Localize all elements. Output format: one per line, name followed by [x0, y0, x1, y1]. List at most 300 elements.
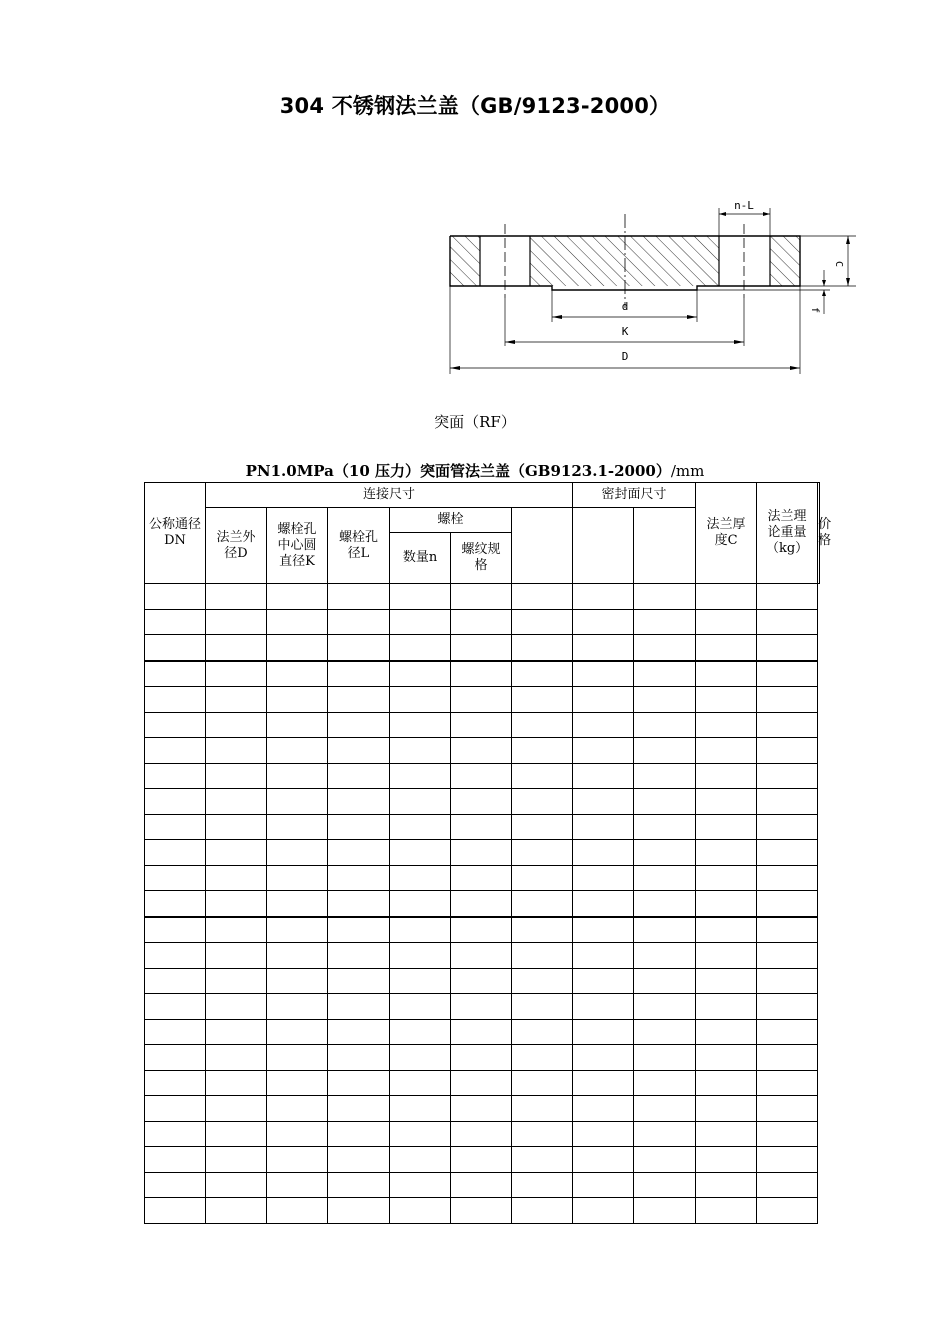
table-cell [634, 865, 696, 891]
table-cell [267, 1096, 328, 1122]
table-cell [328, 789, 390, 815]
table-cell [328, 1121, 390, 1147]
table-cell [757, 712, 818, 738]
table-cell [328, 968, 390, 994]
table-cell [757, 1045, 818, 1071]
table-cell [390, 840, 451, 866]
table-cell [634, 1096, 696, 1122]
table-cell [757, 1121, 818, 1147]
table-cell [206, 1045, 267, 1071]
table-cell [696, 1045, 757, 1071]
table-row [145, 1045, 820, 1071]
table-cell [206, 687, 267, 713]
header-flange-thickness: 法兰厚度C [696, 483, 757, 584]
table-cell [696, 865, 757, 891]
table-cell [573, 1096, 634, 1122]
table-cell [696, 763, 757, 789]
table-cell [696, 1096, 757, 1122]
table-cell [145, 687, 206, 713]
table-cell [512, 1045, 573, 1071]
table-row [145, 763, 820, 789]
table-cell [328, 1172, 390, 1198]
table-cell [512, 635, 573, 661]
table-cell [512, 865, 573, 891]
table-cell [573, 917, 634, 943]
table-cell [757, 1019, 818, 1045]
table-cell [390, 609, 451, 635]
table-cell [451, 891, 512, 917]
table-cell [206, 943, 267, 969]
table-cell [328, 814, 390, 840]
table-cell [206, 789, 267, 815]
table-cell [696, 840, 757, 866]
header-nominal-diameter: 公称通径DN [145, 483, 206, 584]
table-cell [696, 1121, 757, 1147]
table-cell [757, 687, 818, 713]
table-cell [328, 943, 390, 969]
table-cell [328, 712, 390, 738]
table-cell [634, 1019, 696, 1045]
table-row [145, 840, 820, 866]
table-cell [390, 789, 451, 815]
table-cell [634, 840, 696, 866]
table-cell [145, 661, 206, 687]
table-cell [757, 968, 818, 994]
table-cell [267, 1172, 328, 1198]
table-unit: /mm [670, 462, 705, 480]
table-cell [512, 1096, 573, 1122]
table-cell [512, 917, 573, 943]
sealing-face-sub-2 [573, 508, 634, 584]
table-cell [206, 1172, 267, 1198]
table-cell [328, 1096, 390, 1122]
table-cell [634, 1070, 696, 1096]
table-cell [451, 943, 512, 969]
table-cell [390, 1198, 451, 1224]
header-bolt-circle-diameter: 螺栓孔中心圆直径K [267, 508, 328, 584]
table-cell [757, 814, 818, 840]
table-cell [328, 687, 390, 713]
table-cell [696, 712, 757, 738]
table-cell [573, 661, 634, 687]
table-cell [573, 1198, 634, 1224]
table-cell [696, 891, 757, 917]
table-cell [634, 917, 696, 943]
table-row [145, 635, 820, 661]
table-cell [206, 584, 267, 610]
table-cell [512, 1121, 573, 1147]
table-cell [573, 687, 634, 713]
table-cell [328, 865, 390, 891]
table-cell [267, 635, 328, 661]
table-cell [267, 609, 328, 635]
table-cell [451, 1198, 512, 1224]
table-cell [145, 1147, 206, 1173]
table-cell [328, 1019, 390, 1045]
table-cell [634, 763, 696, 789]
table-cell [512, 968, 573, 994]
table-cell [757, 635, 818, 661]
table-cell [390, 1019, 451, 1045]
table-cell [696, 814, 757, 840]
table-cell [145, 1019, 206, 1045]
table-cell [328, 661, 390, 687]
table-cell [145, 763, 206, 789]
table-cell [634, 609, 696, 635]
table-cell [634, 891, 696, 917]
table-cell [390, 1070, 451, 1096]
table-cell [757, 609, 818, 635]
table-cell [390, 635, 451, 661]
table-cell [451, 712, 512, 738]
table-cell [328, 584, 390, 610]
table-cell [757, 840, 818, 866]
table-cell [145, 789, 206, 815]
table-cell [390, 968, 451, 994]
table-cell [451, 814, 512, 840]
table-cell [145, 712, 206, 738]
table-cell [267, 994, 328, 1020]
table-cell [757, 1147, 818, 1173]
table-cell [267, 712, 328, 738]
table-cell [145, 738, 206, 764]
table-cell [696, 609, 757, 635]
table-row [145, 1121, 820, 1147]
table-cell [328, 891, 390, 917]
table-cell [451, 865, 512, 891]
table-cell [634, 814, 696, 840]
table-cell [267, 891, 328, 917]
table-row [145, 584, 820, 610]
table-cell [573, 609, 634, 635]
table-cell [267, 1045, 328, 1071]
table-cell [390, 943, 451, 969]
table-cell [145, 814, 206, 840]
table-cell [390, 1121, 451, 1147]
table-cell [696, 1019, 757, 1045]
outer-diameter-label: D [621, 350, 629, 363]
table-cell [206, 1121, 267, 1147]
table-cell [206, 891, 267, 917]
table-cell [451, 1019, 512, 1045]
bolt-circle-label: K [621, 325, 629, 338]
table-cell [634, 1045, 696, 1071]
table-cell [634, 635, 696, 661]
table-cell [512, 661, 573, 687]
header-thread-spec: 螺纹规格 [451, 533, 512, 584]
table-cell [145, 840, 206, 866]
table-cell [573, 840, 634, 866]
table-cell [390, 865, 451, 891]
table-cell [206, 1198, 267, 1224]
table-cell [573, 1070, 634, 1096]
table-cell [634, 687, 696, 713]
table-cell [206, 738, 267, 764]
table-cell [451, 968, 512, 994]
table-cell [451, 1172, 512, 1198]
table-cell [573, 1121, 634, 1147]
table-cell [451, 840, 512, 866]
table-cell [390, 712, 451, 738]
table-cell [206, 712, 267, 738]
table-cell [757, 943, 818, 969]
table-cell [451, 1096, 512, 1122]
table-cell [512, 789, 573, 815]
table-cell [634, 584, 696, 610]
table-cell [573, 814, 634, 840]
table-cell [451, 584, 512, 610]
table-cell [451, 635, 512, 661]
table-cell [206, 1019, 267, 1045]
table-cell [267, 1070, 328, 1096]
table-cell [206, 1070, 267, 1096]
table-cell [512, 763, 573, 789]
table-cell [451, 738, 512, 764]
table-cell [451, 763, 512, 789]
table-row [145, 738, 820, 764]
table-cell [206, 1096, 267, 1122]
table-row [145, 1198, 820, 1224]
table-cell [145, 609, 206, 635]
table-cell [512, 712, 573, 738]
table-cell [328, 917, 390, 943]
table-cell [390, 1172, 451, 1198]
table-cell [267, 968, 328, 994]
table-cell [267, 687, 328, 713]
table-cell [573, 1045, 634, 1071]
table-cell [328, 635, 390, 661]
table-cell [512, 1019, 573, 1045]
table-cell [206, 661, 267, 687]
table-cell [390, 917, 451, 943]
header-bolt-count: 数量n [390, 533, 451, 584]
table-cell [206, 840, 267, 866]
table-cell [145, 968, 206, 994]
table-cell [512, 891, 573, 917]
table-cell [634, 661, 696, 687]
table-cell [267, 1198, 328, 1224]
table-cell [696, 1070, 757, 1096]
table-cell [390, 1096, 451, 1122]
table-cell [573, 943, 634, 969]
table-row [145, 994, 820, 1020]
table-cell [328, 609, 390, 635]
table-cell [634, 968, 696, 994]
table-cell [451, 661, 512, 687]
table-cell [573, 789, 634, 815]
table-row [145, 1019, 820, 1045]
table-cell [206, 917, 267, 943]
header-price: 价格 [818, 483, 820, 584]
table-cell [390, 763, 451, 789]
table-cell [267, 865, 328, 891]
table-cell [512, 1198, 573, 1224]
table-cell [328, 1045, 390, 1071]
flange-spec-table [144, 482, 832, 1224]
table-cell [512, 814, 573, 840]
table-cell [757, 1096, 818, 1122]
table-cell [267, 1019, 328, 1045]
table-caption [0, 460, 950, 481]
table-cell [145, 917, 206, 943]
header-bolt-hole-diameter: 螺栓孔径L [328, 508, 390, 584]
table-row [145, 609, 820, 635]
table-cell [573, 891, 634, 917]
table-cell [696, 917, 757, 943]
table-cell [634, 712, 696, 738]
table-cell [696, 994, 757, 1020]
table-cell [757, 1198, 818, 1224]
table-cell [267, 763, 328, 789]
table-cell [573, 1147, 634, 1173]
table-cell [145, 1172, 206, 1198]
table-cell [145, 891, 206, 917]
table-row [145, 865, 820, 891]
flange-cover-drawing [444, 190, 864, 380]
table-cell [390, 661, 451, 687]
table-row [145, 943, 820, 969]
table-cell [145, 994, 206, 1020]
table-cell [573, 712, 634, 738]
table-cell [757, 891, 818, 917]
table-cell [145, 635, 206, 661]
table-cell [757, 763, 818, 789]
table-cell [573, 763, 634, 789]
table-cell [512, 584, 573, 610]
table-cell [634, 1121, 696, 1147]
table-cell [634, 1198, 696, 1224]
header-sealing-face-size: 密封面尺寸 [573, 483, 696, 508]
table-cell [696, 635, 757, 661]
table-row [145, 1172, 820, 1198]
table-cell [696, 661, 757, 687]
table-cell [267, 814, 328, 840]
table-cell [573, 968, 634, 994]
table-cell [451, 789, 512, 815]
table-cell [451, 1147, 512, 1173]
table-cell [206, 635, 267, 661]
table-row [145, 712, 820, 738]
table-cell [451, 687, 512, 713]
table-cell [757, 917, 818, 943]
table-cell [145, 865, 206, 891]
table-cell [267, 943, 328, 969]
table-row [145, 1096, 820, 1122]
table-cell [206, 814, 267, 840]
table-cell [696, 789, 757, 815]
table-cell [696, 968, 757, 994]
table-cell [328, 738, 390, 764]
table-cell [267, 1121, 328, 1147]
table-cell [757, 865, 818, 891]
table-row [145, 687, 820, 713]
table-cell [696, 943, 757, 969]
page-title: 304 不锈钢法兰盖（GB/9123-2000） [279, 94, 671, 118]
sealing-face-sub-1 [512, 508, 573, 584]
table-cell [267, 789, 328, 815]
bolt-holes-label: n-L [734, 199, 754, 212]
table-cell [390, 814, 451, 840]
table-cell [757, 1070, 818, 1096]
table-cell [451, 1045, 512, 1071]
table-cell [390, 891, 451, 917]
table-cell [145, 1045, 206, 1071]
table-row [145, 968, 820, 994]
table-cell [328, 1198, 390, 1224]
table-cell [145, 1121, 206, 1147]
table-cell [573, 994, 634, 1020]
table-cell [451, 994, 512, 1020]
table-cell [512, 687, 573, 713]
table-cell [390, 584, 451, 610]
table-cell [206, 994, 267, 1020]
table-cell [696, 687, 757, 713]
figure-caption: 突面（RF） [434, 413, 516, 431]
table-cell [696, 1198, 757, 1224]
table-cell [267, 661, 328, 687]
table-cell [267, 584, 328, 610]
table-row [145, 789, 820, 815]
table-cell [390, 1147, 451, 1173]
table-cell [757, 738, 818, 764]
table-cell [145, 584, 206, 610]
table-body [145, 584, 820, 1224]
table-cell [512, 738, 573, 764]
table-cell [145, 1198, 206, 1224]
table-cell [757, 661, 818, 687]
table-cell [328, 994, 390, 1020]
bore-label: d [621, 300, 629, 313]
table-cell [267, 917, 328, 943]
table-cell [512, 1172, 573, 1198]
header-flange-outer-diameter: 法兰外径D [206, 508, 267, 584]
table-cell [390, 994, 451, 1020]
table-cell [512, 840, 573, 866]
table-cell [451, 1121, 512, 1147]
table-cell [267, 738, 328, 764]
table-cell [206, 865, 267, 891]
table-row [145, 1070, 820, 1096]
table-cell [696, 1147, 757, 1173]
table-cell [145, 943, 206, 969]
table-cell [145, 1096, 206, 1122]
table-cell [145, 1070, 206, 1096]
table-row [145, 917, 820, 943]
table-cell [634, 789, 696, 815]
table-cell [757, 994, 818, 1020]
table-cell [328, 840, 390, 866]
table-cell [328, 763, 390, 789]
thickness-label: C [833, 260, 844, 268]
table-cell [451, 609, 512, 635]
table-cell [512, 1147, 573, 1173]
table-cell [451, 917, 512, 943]
table-cell [206, 968, 267, 994]
table-row [145, 891, 820, 917]
table-cell [206, 609, 267, 635]
table-cell [573, 865, 634, 891]
table-cell [696, 584, 757, 610]
table-cell [573, 1172, 634, 1198]
table-cell [451, 1070, 512, 1096]
table-cell [206, 1147, 267, 1173]
table-cell [328, 1070, 390, 1096]
table-cell [328, 1147, 390, 1173]
table-cell [634, 738, 696, 764]
table-cell [634, 1172, 696, 1198]
table-cell [512, 994, 573, 1020]
table-cell [696, 1172, 757, 1198]
